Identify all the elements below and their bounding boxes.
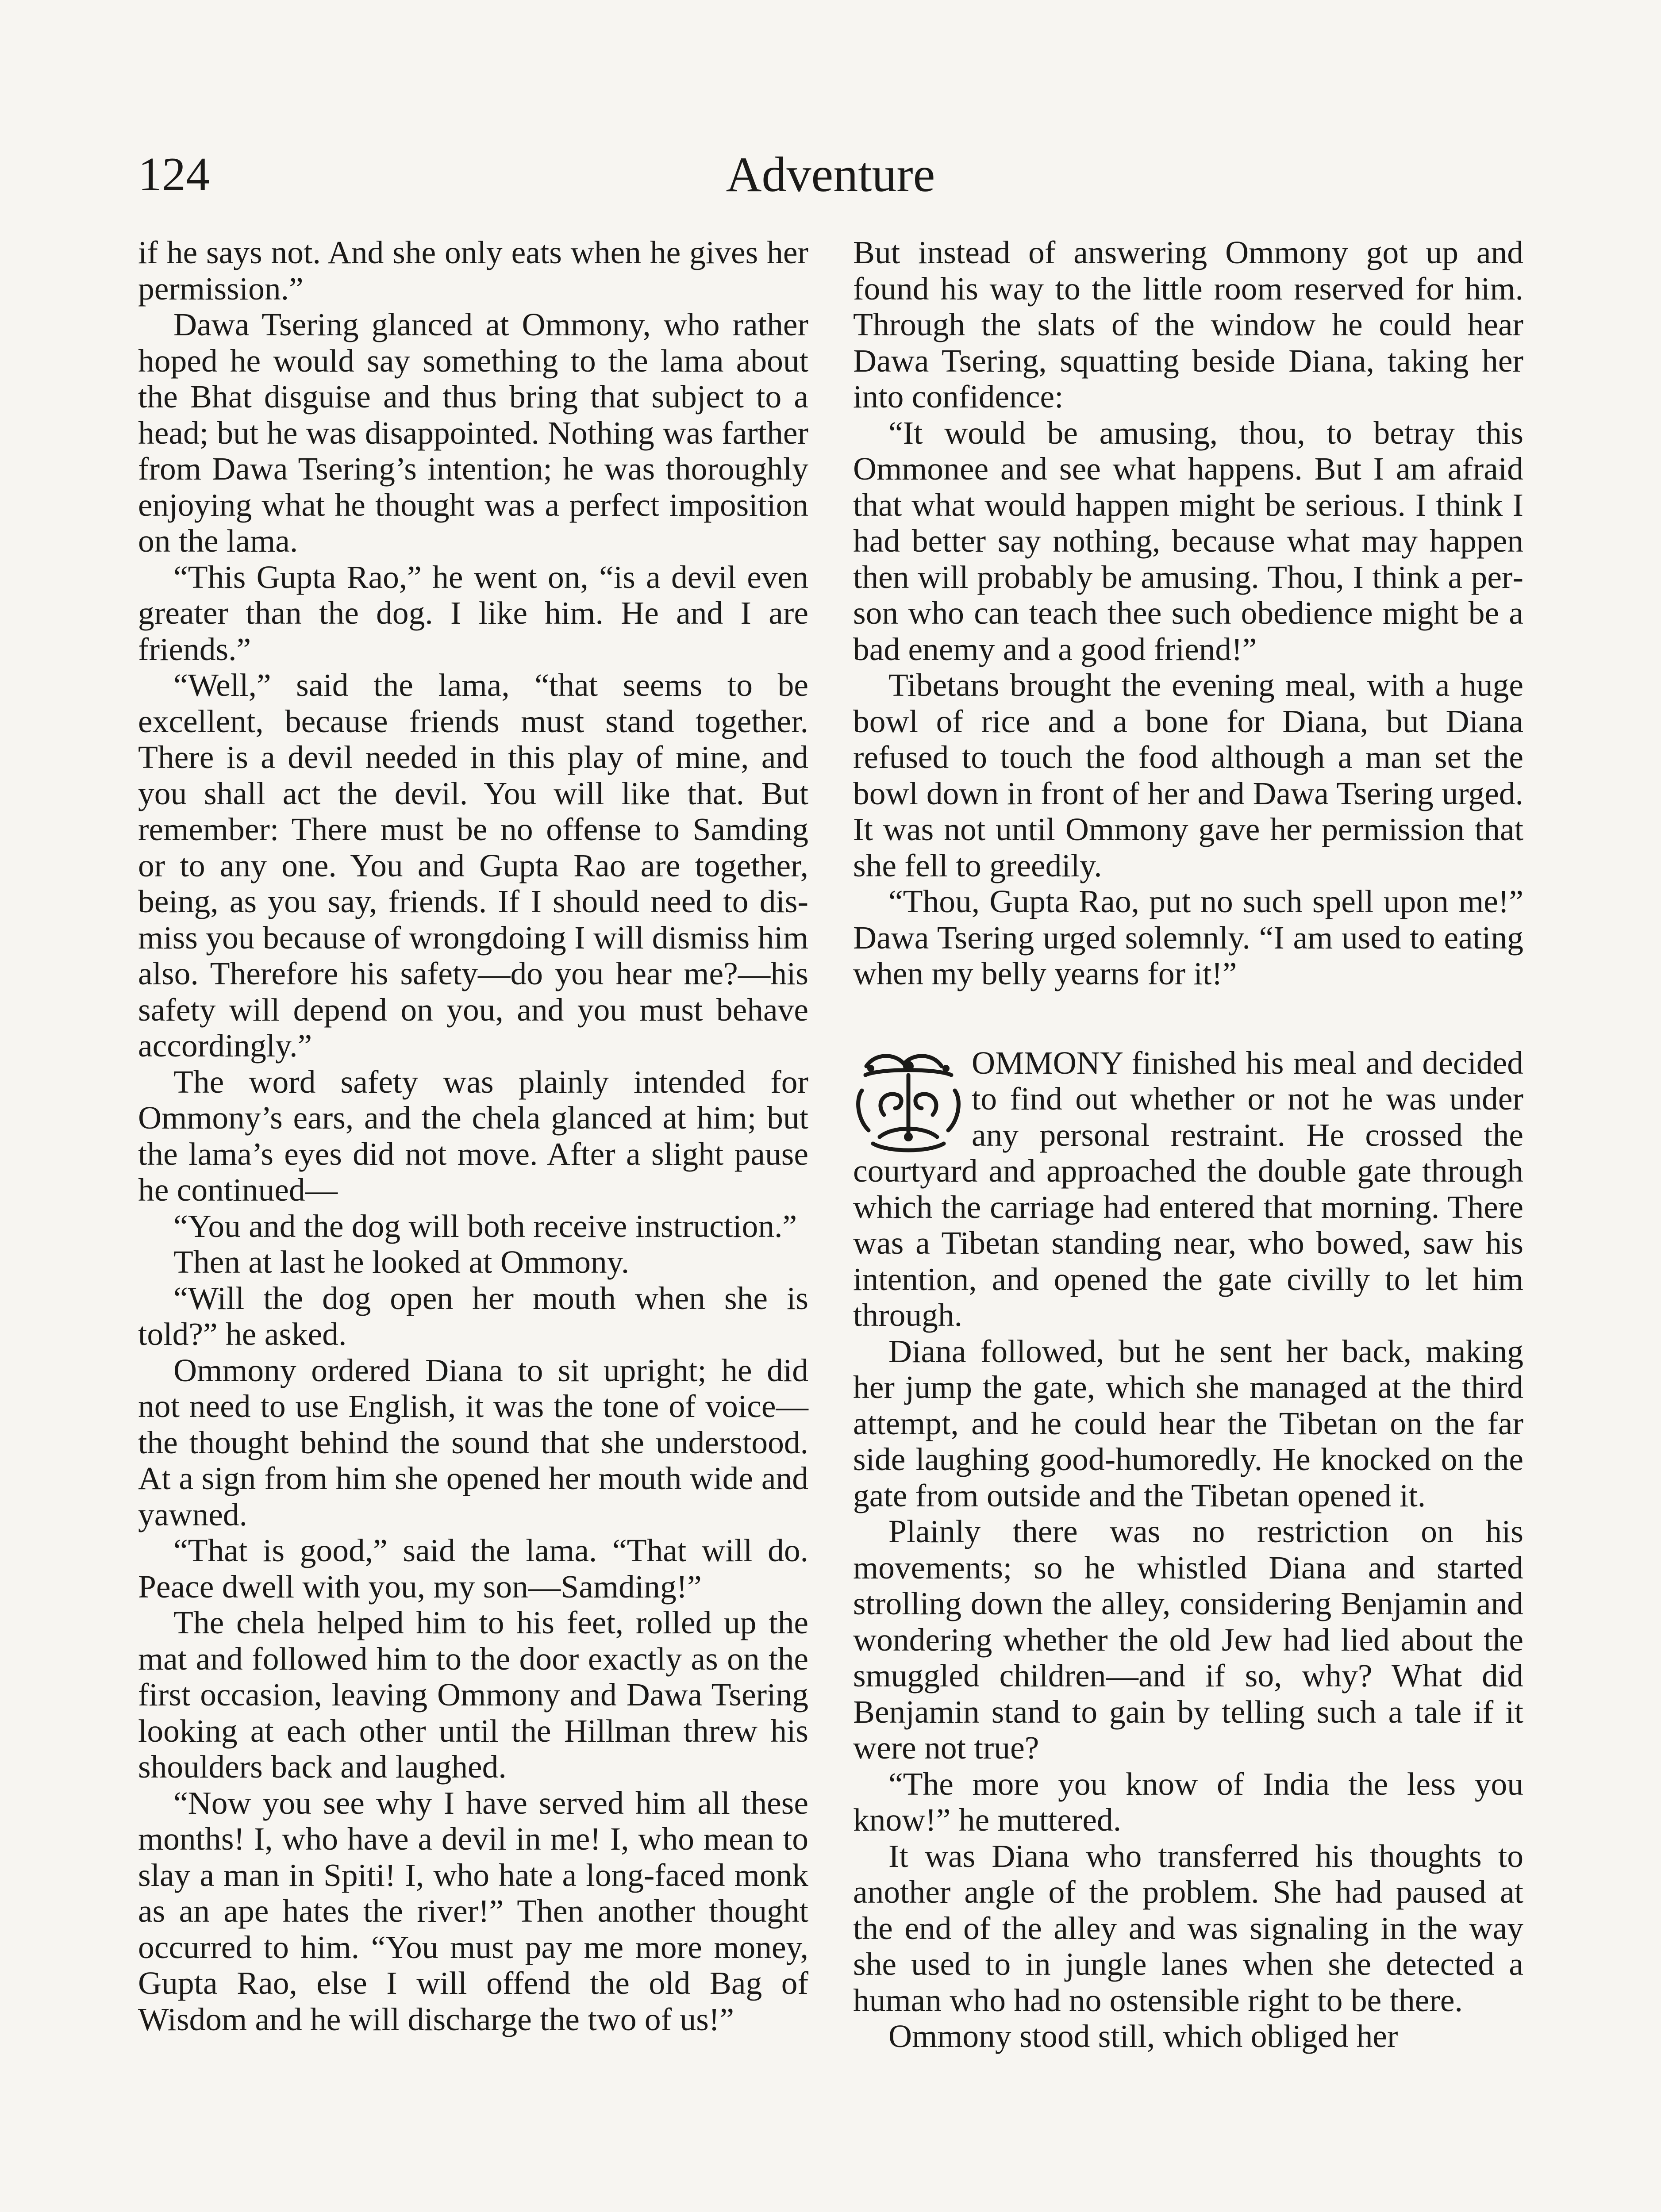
paragraph-text: OMMONY finished his meal and decided to find out whether or not he was under any personal restraint. He crossed the courtyard and approached the double gate through which the carriage had entered that morning. There was a Tibetan standing near, who bowed, saw his intention, and opened the gate civilly to let him through.	[853, 1045, 1523, 1333]
paragraph: Then at last he looked at Ommony.	[173, 1244, 630, 1280]
page-header	[0, 146, 1661, 208]
paragraph: “Will the dog open her mouth when she is told?” he asked.	[138, 1280, 808, 1352]
paragraph: “Now you see why I have served him all these months! I, who have a devil in me! I, who mean to slay a man in Spiti! I, who hate a long-faced monk as an ape hates the river!” Then another thought occurred to him. “You must pay me more money, Gupta Rao, else I will offend the old Bag of Wisdom and he will discharge the two of us!”	[138, 1785, 808, 2037]
paragraph: But instead of answering Ommony got up and found his way to the little room reserved for him. Through the slats of the window he could hear Dawa Tsering, squatting beside Diana, taking her into confidence:	[853, 234, 1523, 415]
paragraph: if he says not. And she only eats when he gives her permission.”	[138, 234, 808, 307]
paragraph: Ommony ordered Diana to sit upright; he did not need to use English, it was the tone of voice—the thought behind the sound that she understood. At a sign from him she opened her mouth wide and yawned.	[138, 1352, 808, 1532]
left-column	[138, 234, 808, 2037]
paragraph: “Well,” said the lama, “that seems to be excellent, because friends must stand together. There is a devil needed in this play of mine, and you shall act the devil. You will like that. But remember: There must be no offense to Samding or to any one. You and Gupta Rao are together, being, as you say, friends. If I should need to dismiss you because of wrongdoing I will dismiss him also. Therefore his safety—do you hear me?—his safety will depend on you, and you must behave accordingly.”	[138, 667, 808, 1064]
paragraph: Dawa Tsering glanced at Ommony, who rather hoped he would say something to the lama about the Bhat disguise and thus bring that subject to a head; but he was disappointed. Nothing was farther from Dawa Tsering’s intention; he was thoroughly enjoying what he thought was a perfect imposition on the lama.	[138, 307, 808, 559]
page-number: 124	[138, 148, 210, 201]
paragraph: “This Gupta Rao,” he went on, “is a devil even greater than the dog. I like him. He and I are friends.”	[138, 559, 808, 667]
ornamental-dropcap-icon	[853, 1048, 964, 1152]
section-opening-paragraph	[853, 1045, 1523, 1333]
paragraph: “You and the dog will both receive instruction.”	[173, 1208, 797, 1244]
paragraph: The word safety was plainly intended for Ommony’s ears, and the chela glanced at him; but the lama’s eyes did not move. After a slight pause he continued—	[138, 1064, 808, 1208]
paragraph: “The more you know of India the less you know!” he muttered.	[853, 1766, 1523, 1838]
paragraph: Tibetans brought the evening meal, with a huge bowl of rice and a bone for Diana, but Diana refused to touch the food although a man set the bowl down in front of her and Dawa Tsering urged. It was not until Ommony gave her permission that she fell to greedily.	[853, 667, 1523, 883]
paragraph: Diana followed, but he sent her back, making her jump the gate, which she managed at the third attempt, and he could hear the Tibetan on the far side laughing good-humoredly. He knocked on the gate from outside and the Tibetan opened it.	[853, 1333, 1523, 1513]
paragraph: The chela helped him to his feet, rolled up the mat and followed him to the door exactly as on the first occasion, leaving Ommony and Dawa Tsering looking at each other until the Hillman threw his shoulders back and laughed.	[138, 1605, 808, 1785]
paragraph: Ommony stood still, which obliged her	[888, 2018, 1398, 2054]
paragraph: Plainly there was no restriction on his movements; so he whistled Diana and started strolling down the alley, considering Benjamin and wondering whether the old Jew had lied about the smuggled children—and if so, why? What did Benjamin stand to gain by telling such a tale if it were not true?	[853, 1513, 1523, 1766]
paragraph: “It would be amusing, thou, to betray this Ommonee and see what happens. But I am afraid that what would happen might be serious. I think I had better say nothing, because what may happen then will probably be amusing. Thou, I think a person who can teach thee such obedience might be a bad enemy and a good friend!”	[853, 415, 1523, 667]
running-title: Adventure	[726, 147, 935, 202]
paragraph: “Thou, Gupta Rao, put no such spell upon me!” Dawa Tsering urged solemnly. “I am used to eating when my belly yearns for it!”	[853, 883, 1523, 991]
paragraph: It was Diana who transferred his thoughts to another angle of the problem. She had paused at the end of the alley and was signaling in the way she used to in jungle lanes when she detected a human who had no ostensible right to be there.	[853, 1838, 1523, 2018]
paragraph: “That is good,” said the lama. “That will do. Peace dwell with you, my son—Samding!”	[138, 1532, 808, 1605]
right-column	[853, 234, 1523, 2055]
